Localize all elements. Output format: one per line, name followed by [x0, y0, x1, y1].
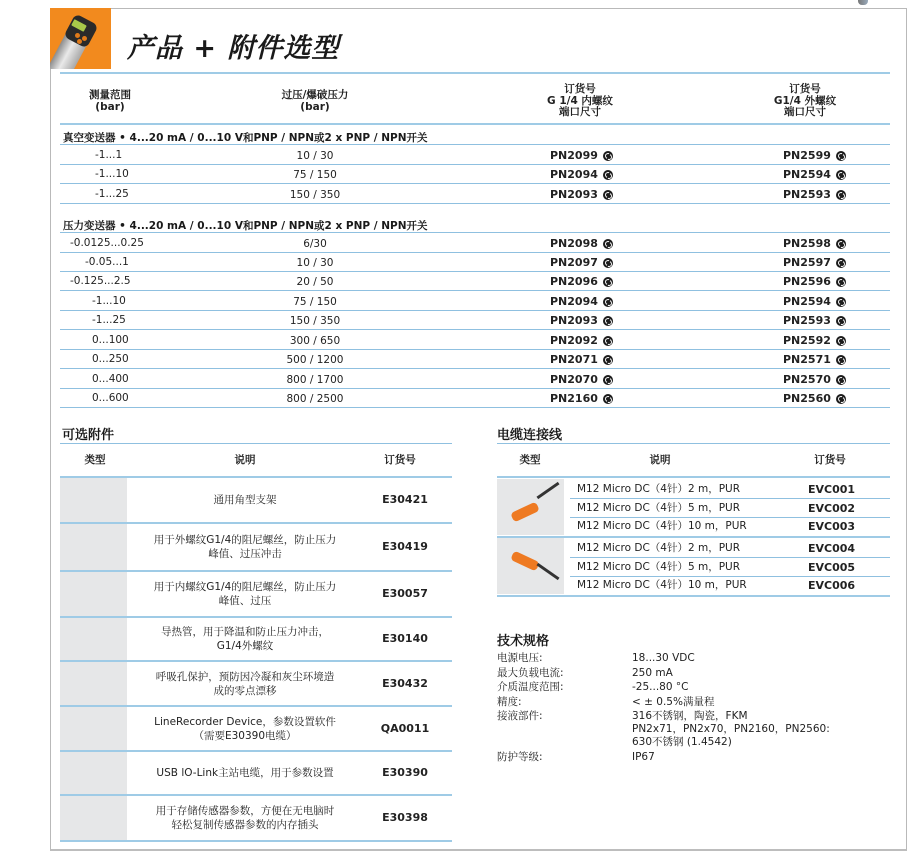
row-divider [60, 252, 890, 253]
cable-description: M12 Micro DC（4针）10 m，PUR [577, 579, 747, 591]
damping-screw-internal-image [60, 572, 127, 616]
spec-value: < ± 0.5%满量程 [632, 695, 715, 708]
io-link-icon [836, 151, 846, 161]
order-code-external: PN2592 [783, 334, 846, 347]
corner-mark-icon [858, 0, 868, 5]
order-code-external: PN2596 [783, 275, 846, 288]
group-title-vacuum: 真空变送器 • 4...20 mA / 0...10 V和PNP / NPN或2 x PNP / NPN开关 [63, 132, 428, 144]
row-divider [570, 498, 890, 499]
accessory-description: LineRecorder Device，参数设置软件 （需要E30390电缆） [154, 715, 336, 742]
cables-header-type: 类型 [519, 454, 541, 466]
row-divider [60, 329, 890, 330]
cable-order-code: EVC001 [808, 483, 856, 496]
accessory-description: USB lO-Link主站电缆，用于参数设置 [156, 767, 334, 779]
spec-label: 精度: [497, 695, 522, 708]
io-link-icon [603, 190, 613, 200]
header-divider [60, 72, 890, 74]
pressure-cell: 75 / 150 [293, 169, 337, 181]
row-divider [60, 407, 890, 408]
group-divider [497, 595, 890, 597]
pressure-cell: 150 / 350 [289, 315, 341, 327]
range-cell: -1...10 [95, 168, 129, 180]
order-code-external: PN2571 [783, 353, 846, 366]
accessories-header-code: 订货号 [384, 454, 416, 466]
io-link-icon [836, 336, 846, 346]
spec-value: 18...30 VDC [632, 652, 695, 664]
range-cell: -1...25 [92, 314, 126, 326]
accessory-order-code: QA0011 [380, 721, 430, 735]
range-cell: 0...100 [92, 334, 129, 346]
io-link-icon [836, 190, 846, 200]
spec-label: 电源电压: [497, 652, 543, 664]
io-link-icon [603, 297, 613, 307]
row-divider [570, 557, 890, 558]
specs-title: 技术规格 [497, 634, 550, 649]
cable-description: M12 Micro DC（4针）5 m，PUR [577, 501, 741, 514]
accessory-order-code: E30419 [382, 540, 428, 553]
io-link-icon [603, 170, 613, 180]
cable-description: M12 Micro DC（4针）10 m，PUR [577, 520, 747, 532]
accessory-order-code: E30432 [382, 676, 428, 690]
io-link-icon [603, 316, 613, 326]
order-code-internal: PN2094 [550, 295, 613, 308]
cable-description: M12 Micro DC（4针）2 m，PUR [577, 483, 741, 495]
row-divider [60, 310, 890, 311]
pressure-cell: 10 / 30 [296, 150, 334, 162]
linerecorder-device-image [60, 707, 127, 750]
cables-title: 电缆连接线 [497, 428, 563, 443]
accessories-header-type: 类型 [84, 454, 106, 466]
io-link-icon [836, 170, 846, 180]
range-cell: -1...25 [95, 188, 129, 200]
io-link-icon [603, 394, 613, 404]
order-code-external: PN2570 [783, 373, 846, 386]
order-code-internal: PN2099 [550, 149, 613, 162]
order-code-internal: PN2160 [550, 392, 613, 405]
group-title-pressure: 压力变送器 • 4...20 mA / 0...10 V和PNP / NPN或2 x PNP / NPN开关 [63, 220, 428, 232]
row-divider [60, 232, 890, 233]
io-link-icon [836, 277, 846, 287]
spec-value: -25...80 °C [632, 681, 689, 693]
row-divider [60, 349, 890, 350]
order-code-internal: PN2098 [550, 237, 613, 250]
order-code-external: PN2560 [783, 392, 846, 405]
order-code-internal: PN2096 [550, 275, 613, 288]
spec-value: 316不锈钢，陶瓷，FKM [632, 710, 748, 722]
row-divider [60, 203, 890, 204]
angle-bracket-image [60, 478, 127, 522]
order-code-internal: PN2071 [550, 353, 613, 366]
order-code-external: PN2597 [783, 256, 846, 269]
io-link-icon [836, 316, 846, 326]
usb-iolink-cable-image [60, 752, 127, 794]
pressure-cell: 10 / 30 [296, 257, 334, 269]
header-overpressure: 过压/爆破压力 (bar) [281, 89, 349, 113]
accessory-description: 用于内螺纹G1/4的阻尼螺丝，防止压力 峰值、过压 [153, 581, 337, 607]
pressure-cell: 300 / 650 [289, 335, 341, 347]
spec-value: IP67 [632, 750, 655, 763]
pressure-cell: 20 / 50 [296, 276, 334, 288]
pressure-cell: 150 / 350 [289, 189, 341, 201]
cable-order-code: EVC002 [808, 501, 856, 515]
order-code-internal: PN2094 [550, 168, 613, 181]
spec-label: 介质温度范围: [497, 681, 564, 693]
order-code-internal: PN2092 [550, 334, 613, 347]
range-cell: -0.05...1 [85, 256, 129, 268]
header-order-external-thread: 订货号 G1/4 外螺纹 端口尺寸 [773, 83, 837, 118]
spec-label: 最大负载电流: [497, 666, 564, 679]
accessory-order-code: E30421 [382, 493, 428, 506]
io-link-icon [603, 151, 613, 161]
cables-header-desc: 说明 [649, 454, 671, 466]
pressure-cell: 500 / 1200 [286, 354, 344, 366]
straight-m12-connector-image [497, 479, 564, 535]
order-code-internal: PN2093 [550, 314, 613, 327]
row-divider [570, 517, 890, 518]
cables-header-code: 订货号 [814, 454, 846, 466]
pressure-cell: 800 / 2500 [286, 393, 344, 405]
pressure-cell: 800 / 1700 [286, 374, 344, 386]
product-hero-image [50, 8, 111, 69]
accessories-header-desc: 说明 [234, 454, 256, 466]
accessories-divider [60, 443, 452, 444]
header-measuring-range: 测量范围 (bar) [89, 89, 131, 113]
order-code-external: PN2594 [783, 295, 846, 308]
row-divider [60, 368, 890, 369]
cable-order-code: EVC004 [808, 542, 856, 555]
page-title: 产品 + 附件选型 [127, 33, 340, 64]
io-link-icon [603, 258, 613, 268]
range-cell: 0...250 [92, 353, 129, 365]
cable-order-code: EVC005 [808, 560, 856, 574]
order-code-internal: PN2097 [550, 256, 613, 269]
row-divider [60, 183, 890, 184]
io-link-icon [836, 375, 846, 385]
cooling-pipe-image [60, 618, 127, 660]
header-order-internal-thread: 订货号 G 1/4 内螺纹 端口尺寸 [547, 83, 613, 118]
row-divider [60, 840, 452, 842]
range-cell: -0.125...2.5 [70, 275, 131, 287]
accessory-description: 用于外螺纹G1/4的阻尼螺丝，防止压力 峰值、过压冲击 [153, 534, 337, 560]
spec-label: 接液部件: [497, 710, 543, 722]
order-code-external: PN2599 [783, 149, 846, 162]
order-code-external: PN2593 [783, 188, 846, 201]
io-link-icon [836, 297, 846, 307]
pressure-cell: 6/30 [303, 238, 327, 250]
cable-order-code: EVC003 [808, 520, 856, 533]
row-divider [570, 576, 890, 577]
order-code-external: PN2598 [783, 237, 846, 250]
accessories-title: 可选附件 [62, 428, 115, 443]
io-link-icon [836, 355, 846, 365]
accessory-order-code: E30140 [382, 632, 428, 645]
cable-description: M12 Micro DC（4针）2 m，PUR [577, 542, 741, 554]
memory-plug-image [60, 796, 127, 840]
io-link-icon [603, 375, 613, 385]
accessory-order-code: E30057 [382, 587, 428, 600]
cables-header-divider [497, 476, 890, 478]
accessory-description: 通用角型支架 [213, 494, 277, 506]
spec-value: 630不锈钢 (1.4542) [632, 736, 732, 748]
io-link-icon [603, 239, 613, 249]
io-link-icon [836, 258, 846, 268]
order-code-external: PN2594 [783, 168, 846, 181]
io-link-icon [603, 355, 613, 365]
row-divider [60, 164, 890, 165]
row-divider [60, 144, 890, 145]
row-divider [60, 271, 890, 272]
io-link-icon [603, 336, 613, 346]
spec-value: PN2x71，PN2x70，PN2160，PN2560: [632, 723, 830, 735]
range-cell: -1...1 [95, 149, 123, 161]
io-link-icon [836, 239, 846, 249]
angled-m12-connector-image [497, 538, 564, 594]
io-link-icon [603, 277, 613, 287]
order-code-internal: PN2070 [550, 373, 613, 386]
accessory-order-code: E30398 [382, 811, 428, 824]
pressure-cell: 75 / 150 [293, 296, 337, 308]
accessory-description: 用于存储传感器参数，方便在无电脑时 轻松复制传感器参数的内存插头 [155, 805, 335, 831]
accessory-order-code: E30390 [382, 766, 428, 779]
range-cell: -0.0125...0.25 [70, 237, 144, 249]
spec-label: 防护等级: [497, 750, 543, 763]
header-bottom-divider [60, 123, 890, 125]
spec-value: 250 mA [632, 666, 673, 679]
accessory-description: 呼吸孔保护，预防因冷凝和灰尘环境造 成的零点漂移 [155, 670, 335, 697]
io-link-icon [836, 394, 846, 404]
order-code-external: PN2593 [783, 314, 846, 327]
row-divider [60, 388, 890, 389]
breather-protection-image [60, 662, 127, 705]
cable-description: M12 Micro DC（4针）5 m，PUR [577, 560, 741, 573]
cables-divider [497, 443, 890, 444]
row-divider [60, 290, 890, 291]
range-cell: -1...10 [92, 295, 126, 307]
cable-order-code: EVC006 [808, 579, 856, 592]
range-cell: 0...600 [92, 392, 129, 404]
damping-screw-external-image [60, 524, 127, 570]
order-code-internal: PN2093 [550, 188, 613, 201]
range-cell: 0...400 [92, 373, 129, 385]
accessory-description: 导热管，用于降温和防止压力冲击， G1/4外螺纹 [161, 626, 329, 652]
